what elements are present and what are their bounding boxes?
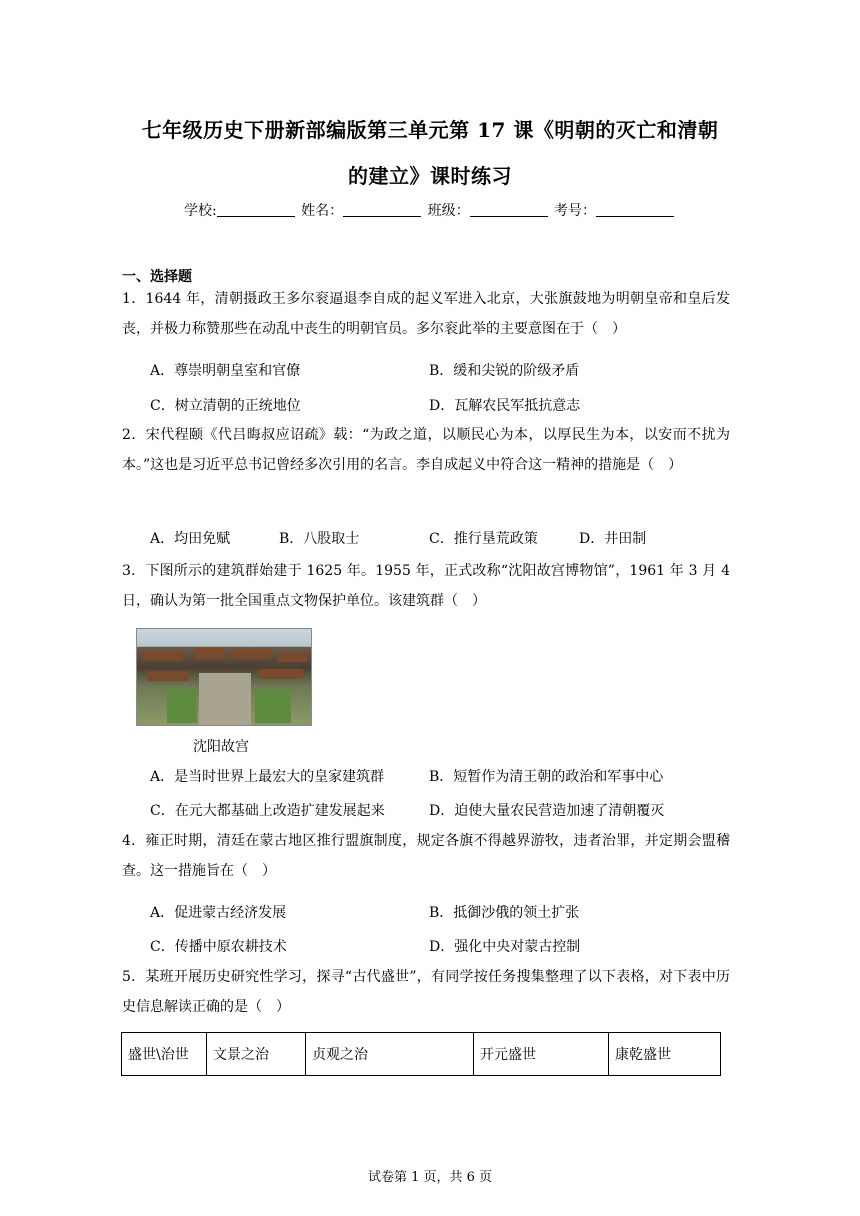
name-blank[interactable] [343,202,421,217]
question-2-option-b[interactable]: B．八股取士 [279,531,360,547]
table-cell: 文景之治 [207,1033,306,1076]
table-cell: 贞观之治 [306,1033,474,1076]
page-footer: 试卷第 1 页，共 6 页 [367,1170,493,1185]
student-info-line [0,200,860,220]
shenyang-palace-photo [136,628,312,726]
class-label: 班级： [427,203,470,219]
question-1-option-b[interactable]: B．缓和尖锐的阶级矛盾 [429,363,580,379]
school-blank[interactable] [217,202,295,217]
question-4-option-c[interactable]: C．传播中原农耕技术 [150,939,287,955]
table-row [122,1033,721,1076]
question-3-option-d[interactable]: D．迫使大量农民营造加速了清朝覆灭 [429,803,665,819]
question-2-stem: 2．宋代程颐《代吕晦叔应诏疏》载：“为政之道，以顺民心为本，以厚民生为本，以安而不扰为本。”这也是习近平总书记曾经多次引用的名言。李自成起义中符合这一精神的措施是（ ） [122,427,730,473]
class-blank[interactable] [470,202,548,217]
page-title-line1: 七年级历史下册新部编版第三单元第 17 课《明朝的灭亡和清朝 [141,118,719,142]
question-3-option-b[interactable]: B．短暂作为清王朝的政治和军事中心 [429,769,664,785]
school-label: 学校: [183,203,217,219]
table-cell: 盛世\治世 [122,1033,207,1076]
table-cell: 开元盛世 [474,1033,609,1076]
question-1-stem: 1．1644 年，清朝摄政王多尔衮逼退李自成的起义军进入北京，大张旗鼓地为明朝皇帝和皇后发丧，并极力称赞那些在动乱中丧生的明朝官员。多尔衮此举的主要意图在于（ ） [122,291,730,337]
prosperity-table [121,1032,721,1076]
question-2-option-a[interactable]: A．均田免赋 [150,531,231,547]
question-2-option-c[interactable]: C．推行垦荒政策 [429,531,538,547]
table-cell: 康乾盛世 [609,1033,721,1076]
question-3-stem: 3．下图所示的建筑群始建于 1625 年。1955 年，正式改称“沈阳故宫博物馆”，1961 年 3 月 4 日，确认为第一批全国重点文物保护单位。该建筑群（ ） [122,563,730,609]
question-1-option-c[interactable]: C．树立清朝的正统地位 [150,398,301,414]
question-2-option-d[interactable]: D．井田制 [579,531,647,547]
question-4-option-a[interactable]: A．促进蒙古经济发展 [150,905,287,921]
exam-number-label: 考号： [554,203,597,219]
name-label: 姓名： [301,203,344,219]
question-5-stem: 5．某班开展历史研究性学习，探寻“古代盛世”，有同学按任务搜集整理了以下表格，对下表中历史信息解读正确的是（ ） [122,969,730,1015]
section-heading: 一、选择题 [122,269,192,285]
question-4-option-b[interactable]: B．抵御沙俄的领土扩张 [429,905,580,921]
page-title-line2: 的建立》课时练习 [348,164,512,188]
question-4-option-d[interactable]: D．强化中央对蒙古控制 [429,939,581,955]
question-3-option-a[interactable]: A．是当时世界上最宏大的皇家建筑群 [150,769,385,785]
question-4-stem: 4．雍正时期，清廷在蒙古地区推行盟旗制度，规定各旗不得越界游牧，违者治罪，并定期会盟稽查。这一措施旨在（ ） [122,833,730,879]
exam-number-blank[interactable] [596,202,674,217]
question-3-option-c[interactable]: C．在元大都基础上改造扩建发展起来 [150,803,385,819]
question-1-option-d[interactable]: D．瓦解农民军抵抗意志 [429,398,581,414]
photo-caption: 沈阳故宫 [193,739,249,755]
question-1-option-a[interactable]: A．尊崇明朝皇室和官僚 [150,363,301,379]
